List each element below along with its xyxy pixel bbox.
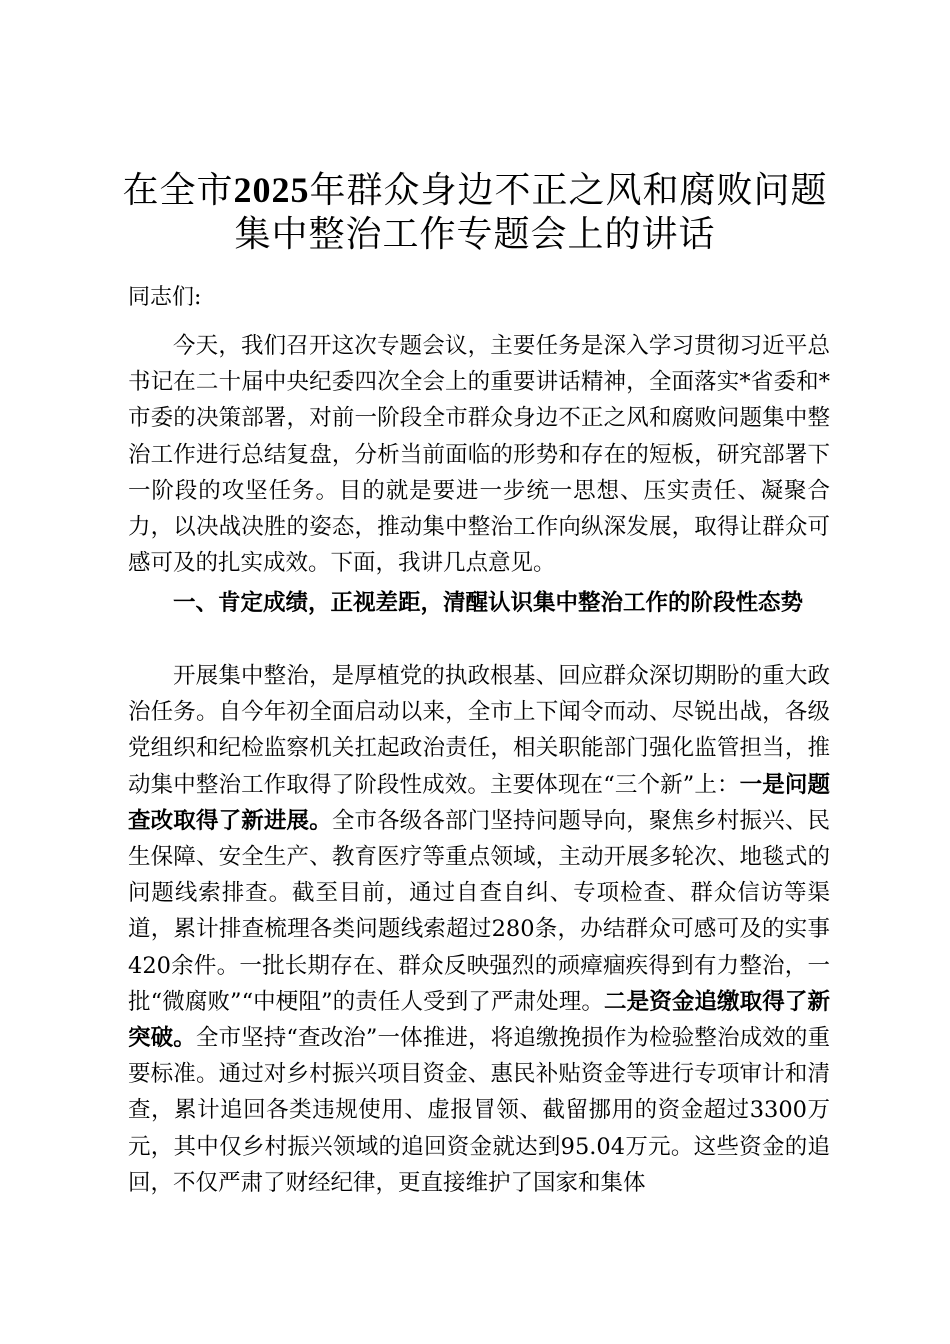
salutation: 同志们: — [128, 285, 202, 310]
document-title-line-2: 集中整治工作专题会上的讲话 — [234, 214, 716, 255]
paragraph-text: 全市各级各部门坚持问题导向，聚焦乡村振兴、民生保障、安全生产、教育医疗等重点领域，主动开展多轮次、地毯式的问题线索排查。截至目前，通过自查自纠、专项检查、群众信访等渠道，累计排查梳理各类问题线索超过280条，办结群众可感可及的实事420余件。一批长期存在、群众反映强烈的顽瘴痼疾得到有力整治，一批“微腐败”“中梗阻”的责任人受到了严肃处理。 — [128, 807, 830, 1015]
bold-point-1: 一是问题查改取得了新进展。 — [128, 771, 830, 834]
section-heading-1: 一、肯定成绩，正视差距，清醒认识集中整治工作的阶段性态势 — [173, 590, 804, 616]
title-year: 2025 — [233, 170, 310, 210]
title-prefix: 在全市 — [122, 170, 234, 211]
intro-paragraph: 今天，我们召开这次专题会议，主要任务是深入学习贯彻习近平总书记在二十届中央纪委四次全会上的重要讲话精神，全面落实*省委和*市委的决策部署，对前一阶段全市群众身边不正之风和腐败问题集中整治工作进行总结复盘，分析当前面临的形势和存在的短板，研究部署下一阶段的攻坚任务。目的就是要进一步统一思想、压实责任、凝聚合力，以决战决胜的姿态，推动集中整治工作向纵深发展，取得让群众可感可及的扎实成效。下面，我讲几点意见。 — [128, 333, 830, 577]
title-suffix: 年群众身边不正之风和腐败问题 — [309, 170, 828, 211]
document-title-line-1 — [100, 167, 850, 214]
paragraph-text: 全市坚持“查改治”一体推进，将追缴挽损作为检验整治成效的重要标准。通过对乡村振兴项目资金、惠民补贴资金等进行专项审计和清查，累计追回各类违规使用、虚报冒领、截留挪用的资金超过3300万元，其中仅乡村振兴领域的追回资金就达到95.04万元。这些资金的追回，不仅严肃了财经纪律，更直接维护了国家和集体 — [128, 1025, 830, 1196]
bold-point-2: 二是资金追缴取得了新突破。 — [128, 988, 830, 1052]
paragraph-text: 开展集中整治，是厚植党的执政根基、回应群众深切期盼的重大政治任务。自今年初全面启动以来，全市上下闻令而动、尽锐出战，各级党组织和纪检监察机关扛起政治责任，相关职能部门强化监管担当，推动集中整治工作取得了阶段性成效。主要体现在“三个新”上： — [128, 663, 830, 798]
section-1-paragraph — [128, 658, 830, 1201]
